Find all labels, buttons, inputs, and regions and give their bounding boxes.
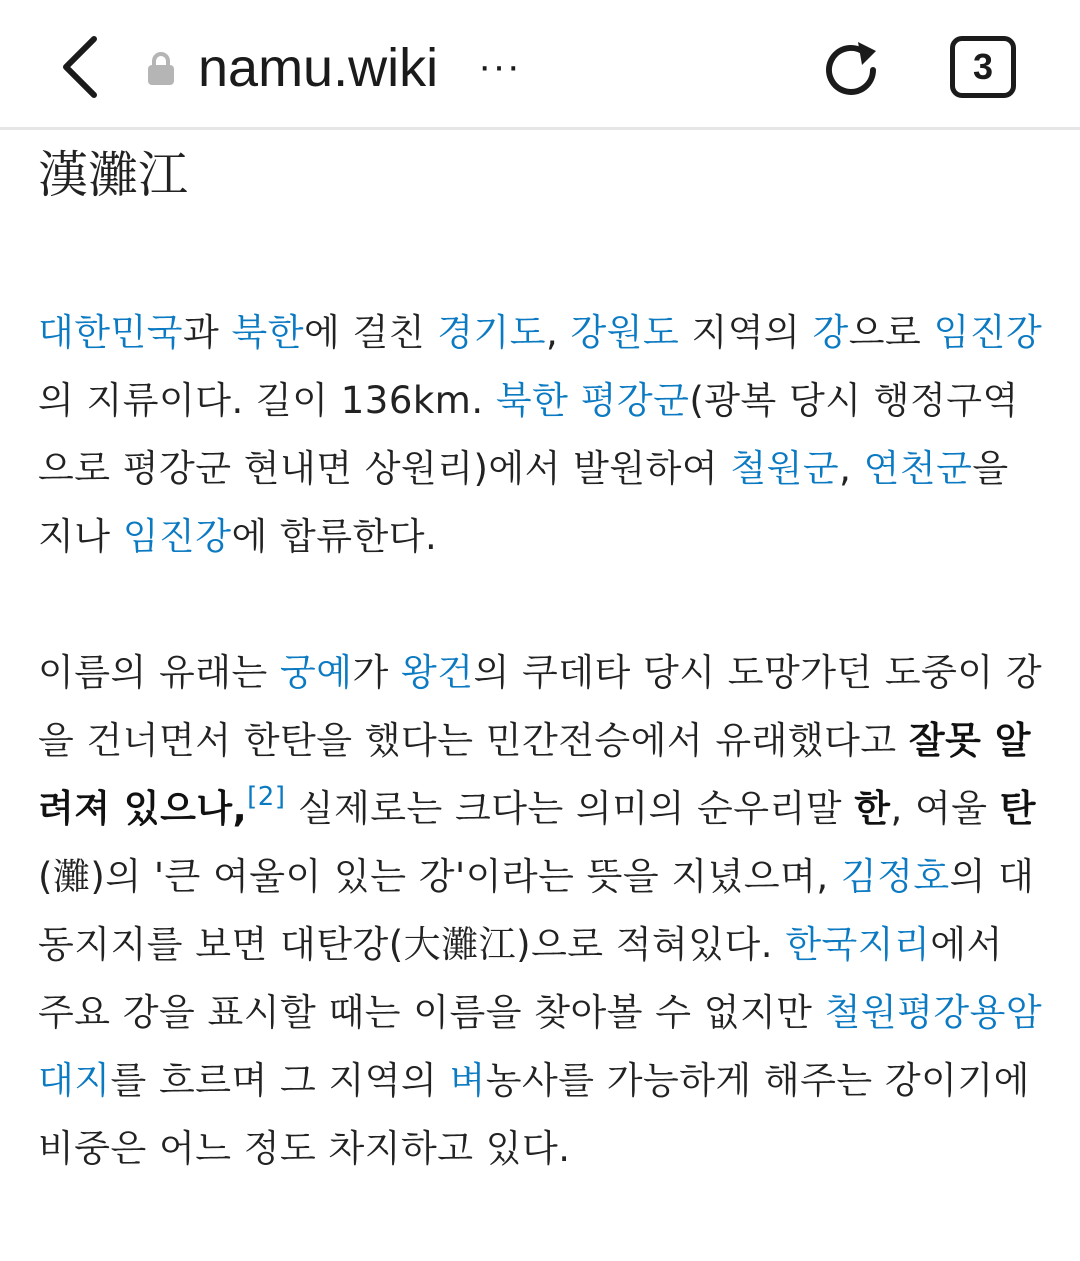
text-fragment: 으로 xyxy=(848,311,934,354)
article-hanja-title: 漢灘江 xyxy=(38,146,188,204)
reload-button[interactable] xyxy=(806,28,896,112)
text-fragment: 의 대동지지를 보면 대탄강(大灘江)으로 적혀있다. xyxy=(38,855,1035,966)
lock-icon xyxy=(146,50,176,86)
paragraph-name-origin xyxy=(38,639,1048,1183)
link-bukhan[interactable]: 북한 xyxy=(231,311,304,354)
link-gangwondo[interactable]: 강원도 xyxy=(570,311,680,354)
text-fragment: (광복 당시 행정구역으로 평강군 현내면 상원리)에서 발원하여 xyxy=(38,379,1019,490)
bold-text-tan: 탄 xyxy=(999,787,1036,830)
text-fragment: (灘)의 '큰 여울이 있는 강'이라는 뜻을 지녔으며, xyxy=(38,855,841,898)
text-fragment: 의 쿠데타 당시 도망가던 도중이 강을 건너면서 한탄을 했다는 민간전승에서 유래했다고 xyxy=(38,651,1043,762)
text-fragment: 의 지류이다. 길이 136km. xyxy=(38,379,496,422)
text-fragment: 를 흐르며 그 지역의 xyxy=(110,1059,450,1102)
text-fragment: , 여울 xyxy=(890,787,1000,830)
text-fragment: 에 합류한다. xyxy=(231,515,438,558)
link-cheorwon-gun[interactable]: 철원군 xyxy=(730,447,840,490)
link-daehanminguk[interactable]: 대한민국 xyxy=(38,311,183,354)
text-fragment: 을 지나 xyxy=(38,447,1009,558)
back-button[interactable] xyxy=(40,22,120,112)
link-imjingang-2[interactable]: 임진강 xyxy=(122,515,232,558)
text-fragment: 에서 주요 강을 표시할 때는 이름을 찾아볼 수 없지만 xyxy=(38,923,1003,1034)
text-fragment: 과 xyxy=(182,311,232,354)
link-byeo[interactable]: 벼 xyxy=(449,1059,486,1102)
link-hanguk-jiri[interactable]: 한국지리 xyxy=(785,923,931,966)
text-fragment: 지역의 xyxy=(679,311,813,354)
text-fragment: , xyxy=(545,311,571,354)
browser-toolbar xyxy=(0,0,1080,130)
tab-count-button[interactable]: 3 xyxy=(950,36,1016,98)
link-yeoncheon-gun[interactable]: 연천군 xyxy=(863,447,973,490)
footnote-link-2[interactable]: [2] xyxy=(247,782,286,812)
text-fragment: 농사를 가능하게 해주는 강이기에 비중은 어느 정도 차지하고 있다. xyxy=(38,1059,1030,1170)
paragraph-overview xyxy=(38,299,1048,571)
text-fragment: 실제로는 크다는 의미의 순우리말 xyxy=(285,787,855,830)
link-gang[interactable]: 강 xyxy=(812,311,849,354)
url-more-ellipsis[interactable]: ··· xyxy=(478,44,521,88)
chevron-left-icon xyxy=(60,35,100,99)
link-bukhan-pyeonggang-gun[interactable]: 북한 평강군 xyxy=(495,379,690,422)
address-bar-url[interactable]: namu.wiki xyxy=(198,38,439,98)
bold-text-misconception: 잘못 알려져 있으나, xyxy=(38,719,1031,830)
link-imjingang[interactable]: 임진강 xyxy=(933,311,1043,354)
link-kimjeongho[interactable]: 김정호 xyxy=(840,855,950,898)
article-content xyxy=(38,130,1048,1183)
link-wanggeon[interactable]: 왕건 xyxy=(400,651,474,694)
link-gungye[interactable]: 궁예 xyxy=(279,651,353,694)
text-fragment: 가 xyxy=(352,651,401,694)
link-cheorwon-pyeonggang-lava-plateau[interactable]: 철원평강용암대지 xyxy=(38,991,1043,1102)
reload-icon xyxy=(818,37,884,103)
text-fragment: , xyxy=(839,447,864,490)
text-fragment: 이름의 유래는 xyxy=(38,651,280,694)
bold-text-han: 한 xyxy=(854,787,891,830)
link-gyeonggido[interactable]: 경기도 xyxy=(437,311,546,354)
text-fragment: 에 걸친 xyxy=(303,311,438,354)
